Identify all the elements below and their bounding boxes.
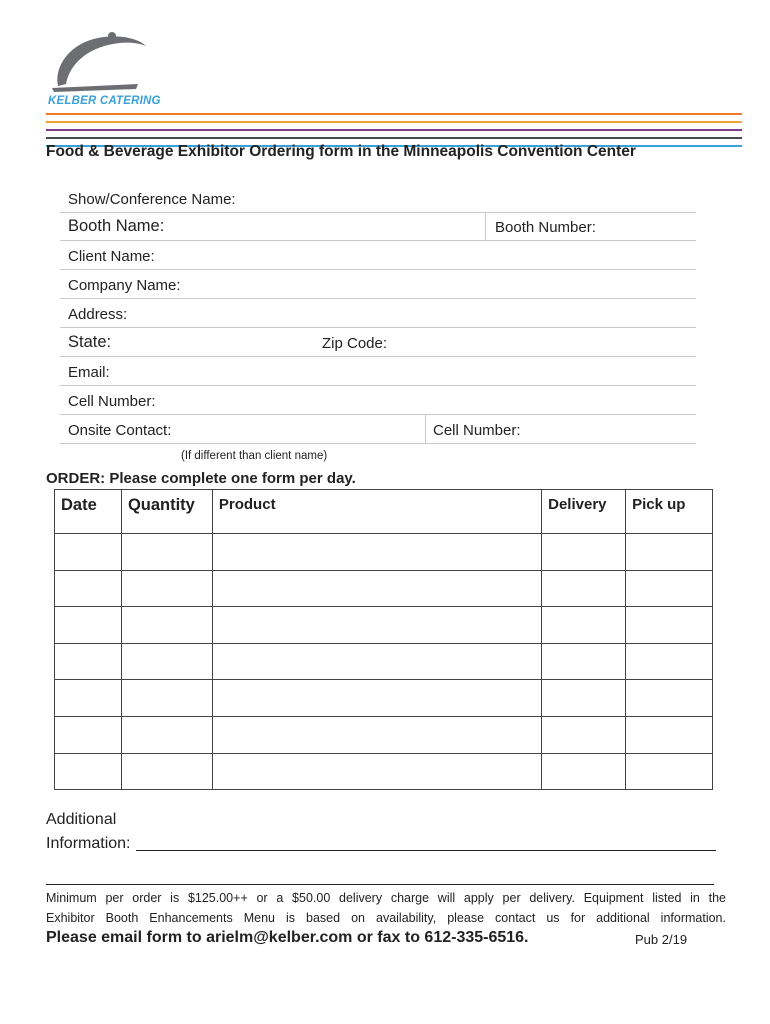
column-header-quantity: Quantity [121, 490, 212, 534]
order-cell-delivery[interactable] [542, 534, 626, 571]
table-row [55, 680, 713, 717]
order-table [54, 489, 713, 790]
table-row [55, 534, 713, 571]
order-cell-pick-up[interactable] [626, 570, 713, 607]
order-cell-date[interactable] [55, 643, 122, 680]
order-cell-quantity[interactable] [121, 570, 212, 607]
order-cell-delivery[interactable] [542, 753, 626, 790]
notice-line: Minimum per order is $125.00++ or a $50.00 delivery charge will apply per delivery. Equipment listed in the [46, 891, 726, 905]
field-show-conference[interactable] [60, 183, 696, 212]
order-cell-date[interactable] [55, 716, 122, 753]
publication-code: Pub 2/19 [635, 932, 688, 947]
order-cell-date[interactable] [55, 680, 122, 717]
field-label: Email: [68, 364, 110, 381]
field-booth[interactable] [60, 212, 696, 241]
order-cell-pick-up[interactable] [626, 534, 713, 571]
order-cell-delivery[interactable] [542, 643, 626, 680]
onsite-note: (If different than client name) [181, 450, 328, 462]
divider [46, 884, 714, 885]
form-title: Food & Beverage Exhibitor Ordering form in the Minneapolis Convention Center [46, 143, 636, 160]
table-row [55, 643, 713, 680]
cloche-icon [46, 28, 166, 98]
stripe [46, 121, 742, 123]
order-cell-delivery[interactable] [542, 680, 626, 717]
field-email[interactable] [60, 357, 696, 386]
field-label: Zip Code: [322, 335, 388, 352]
order-cell-pick-up[interactable] [626, 680, 713, 717]
table-header-row [55, 490, 713, 534]
table-row [55, 716, 713, 753]
field-label: Booth Name: [68, 217, 165, 235]
order-cell-pick-up[interactable] [626, 607, 713, 644]
order-cell-quantity[interactable] [121, 753, 212, 790]
field-label: Client Name: [68, 248, 155, 265]
column-header-date: Date [55, 490, 122, 534]
field-label: Address: [68, 306, 128, 323]
notice-line: Exhibitor Booth Enhancements Menu is based on availability, please contact us for additional information. [46, 911, 726, 925]
order-cell-delivery[interactable] [542, 570, 626, 607]
column-header-pick-up: Pick up [626, 490, 713, 534]
field-label: State: [68, 333, 112, 351]
table-row [55, 753, 713, 790]
order-cell-product[interactable] [212, 607, 541, 644]
order-title: ORDER: Please complete one form per day. [46, 470, 356, 487]
order-cell-delivery[interactable] [542, 716, 626, 753]
divider [485, 213, 486, 240]
order-cell-quantity[interactable] [121, 607, 212, 644]
column-header-delivery: Delivery [542, 490, 626, 534]
additional-label-line: Additional [46, 811, 117, 828]
table-row [55, 607, 713, 644]
order-cell-product[interactable] [212, 570, 541, 607]
order-cell-product[interactable] [212, 534, 541, 571]
order-cell-date[interactable] [55, 607, 122, 644]
order-cell-quantity[interactable] [121, 716, 212, 753]
stripe [46, 113, 742, 115]
email-instructions: Please email form to arielm@kelber.com or fax to 612-335-6516. [46, 929, 529, 946]
order-cell-date[interactable] [55, 570, 122, 607]
order-cell-pick-up[interactable] [626, 753, 713, 790]
order-cell-pick-up[interactable] [626, 643, 713, 680]
divider [425, 415, 426, 443]
order-cell-date[interactable] [55, 534, 122, 571]
order-cell-product[interactable] [212, 716, 541, 753]
field-label: Show/Conference Name: [68, 191, 236, 208]
order-cell-pick-up[interactable] [626, 716, 713, 753]
order-cell-product[interactable] [212, 753, 541, 790]
order-cell-delivery[interactable] [542, 607, 626, 644]
field-cell-number[interactable] [60, 386, 696, 415]
order-cell-product[interactable] [212, 680, 541, 717]
brand-name: KELBER CATERING [48, 95, 161, 107]
table-row [55, 570, 713, 607]
stripe [46, 129, 742, 131]
field-address[interactable] [60, 299, 696, 328]
order-cell-product[interactable] [212, 643, 541, 680]
field-state-zip[interactable] [60, 328, 696, 357]
field-label: Cell Number: [68, 393, 156, 410]
additional-label-line: Information: [46, 835, 131, 852]
order-cell-quantity[interactable] [121, 534, 212, 571]
order-cell-quantity[interactable] [121, 680, 212, 717]
additional-info-label [46, 808, 130, 856]
field-onsite-contact[interactable] [60, 415, 696, 444]
field-label: Cell Number: [433, 422, 521, 439]
additional-info-input[interactable] [136, 850, 716, 851]
field-label: Booth Number: [495, 219, 596, 236]
field-label: Onsite Contact: [68, 422, 172, 439]
minimum-order-notice [46, 888, 726, 928]
field-company-name[interactable] [60, 270, 696, 299]
column-header-product: Product [212, 490, 541, 534]
stripe [46, 137, 742, 139]
order-cell-quantity[interactable] [121, 643, 212, 680]
field-label: Company Name: [68, 277, 181, 294]
order-cell-date[interactable] [55, 753, 122, 790]
contact-fields [60, 183, 696, 444]
field-client-name[interactable] [60, 241, 696, 270]
